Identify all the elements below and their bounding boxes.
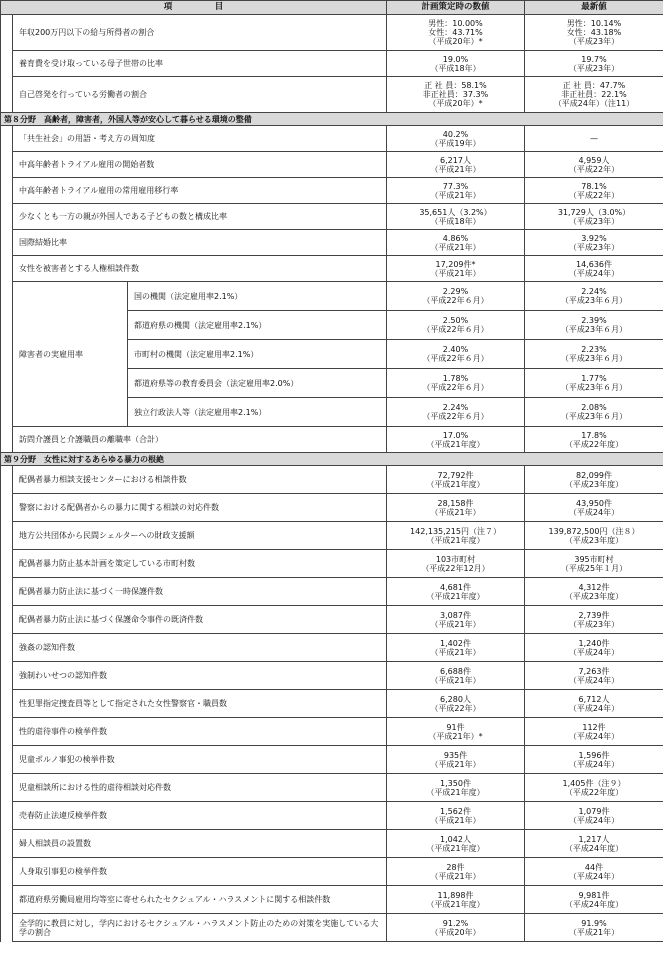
header-plan: 計画策定時の数値 xyxy=(387,1,525,15)
plan-value: 6,688件 （平成21年） xyxy=(387,662,525,690)
latest-value: 2.23% （平成23年６月） xyxy=(525,340,663,369)
latest-value: 14,636件 （平成24年） xyxy=(525,256,663,282)
row-gutter xyxy=(1,634,13,662)
row-gutter xyxy=(1,126,13,152)
item-label: 訪問介護員と介護職員の離職率（合計） xyxy=(13,427,387,453)
item-label: 強制わいせつの認知件数 xyxy=(13,662,387,690)
table-row xyxy=(1,204,663,230)
table-row xyxy=(1,282,663,311)
plan-value: 935件 （平成21年） xyxy=(387,746,525,774)
plan-value: 72,792件 （平成21年度） xyxy=(387,466,525,494)
row-gutter xyxy=(1,886,13,914)
table-row xyxy=(1,256,663,282)
latest-value: 1,079件 （平成24年） xyxy=(525,802,663,830)
row-gutter xyxy=(1,15,13,51)
item-label: 配偶者暴力防止法に基づく保護命令事件の既済件数 xyxy=(13,606,387,634)
item-label: 都道府県労働局雇用均等室に寄せられたセクシュアル・ハラスメントに関する相談件数 xyxy=(13,886,387,914)
plan-value: 91.2% （平成20年） xyxy=(387,914,525,942)
row-gutter xyxy=(1,494,13,522)
item-label: 配偶者暴力防止基本計画を策定している市町村数 xyxy=(13,550,387,578)
table-row xyxy=(1,858,663,886)
plan-value: 3,087件 （平成21年） xyxy=(387,606,525,634)
plan-value: 1.78% （平成22年６月） xyxy=(387,369,525,398)
table-row xyxy=(1,466,663,494)
table-row xyxy=(1,690,663,718)
section-header-row xyxy=(1,113,663,126)
item-label: 国際結婚比率 xyxy=(13,230,387,256)
item-label: 売春防止法違反検挙件数 xyxy=(13,802,387,830)
item-label: 中高年齢者トライアル雇用の開始者数 xyxy=(13,152,387,178)
plan-value: 2.40% （平成22年６月） xyxy=(387,340,525,369)
plan-value: 2.29% （平成22年６月） xyxy=(387,282,525,311)
item-label: 年収200万円以下の給与所得者の割合 xyxy=(13,15,387,51)
table-row xyxy=(1,178,663,204)
table-row xyxy=(1,634,663,662)
plan-value: 91件 （平成21年）* xyxy=(387,718,525,746)
row-gutter xyxy=(1,282,13,427)
latest-value: — xyxy=(525,126,663,152)
table-row xyxy=(1,126,663,152)
latest-value: 19.7% （平成23年） xyxy=(525,51,663,77)
table-row xyxy=(1,152,663,178)
latest-value: 2.08% （平成23年６月） xyxy=(525,398,663,427)
item-label: 警察における配偶者からの暴力に関する相談の対応件数 xyxy=(13,494,387,522)
plan-value: 4.86% （平成21年） xyxy=(387,230,525,256)
item-label: 性犯罪指定捜査員等として指定された女性警察官・職員数 xyxy=(13,690,387,718)
latest-value: 2,739件 （平成23年） xyxy=(525,606,663,634)
table-row xyxy=(1,802,663,830)
item-label: 「共生社会」の用語・考え方の周知度 xyxy=(13,126,387,152)
item-label: 女性を被害者とする人権相談件数 xyxy=(13,256,387,282)
table-row xyxy=(1,494,663,522)
item-label: 少なくとも一方の親が外国人である子どもの数と構成比率 xyxy=(13,204,387,230)
item-label: 配偶者暴力相談支援センターにおける相談件数 xyxy=(13,466,387,494)
sub-item-label: 市町村の機関（法定雇用率2.1%） xyxy=(128,340,387,369)
table-row xyxy=(1,77,663,113)
latest-value: 6,712人 （平成24年） xyxy=(525,690,663,718)
row-gutter xyxy=(1,178,13,204)
plan-value: 1,042人 （平成21年度） xyxy=(387,830,525,858)
latest-value: 1,217人 （平成24年度） xyxy=(525,830,663,858)
latest-value: 17.8% （平成22年度） xyxy=(525,427,663,453)
header-item: 項 目 xyxy=(1,1,387,15)
plan-value: 1,350件 （平成21年度） xyxy=(387,774,525,802)
item-label: 性的虐待事件の検挙件数 xyxy=(13,718,387,746)
plan-value: 19.0% （平成18年） xyxy=(387,51,525,77)
plan-value: 28,158件 （平成21年） xyxy=(387,494,525,522)
section-title: 第８分野 高齢者，障害者，外国人等が安心して暮らせる環境の整備 xyxy=(1,113,663,126)
table-row xyxy=(1,578,663,606)
latest-value: 139,872,500円（注８） （平成23年度） xyxy=(525,522,663,550)
plan-value: 1,402件 （平成21年） xyxy=(387,634,525,662)
item-label: 自己啓発を行っている労働者の割合 xyxy=(13,77,387,113)
plan-value: 2.24% （平成22年６月） xyxy=(387,398,525,427)
row-gutter xyxy=(1,690,13,718)
plan-value: 6,217人 （平成21年） xyxy=(387,152,525,178)
latest-value: 7,263件 （平成24年） xyxy=(525,662,663,690)
header-row xyxy=(1,1,663,15)
latest-value: 1,240件 （平成24年） xyxy=(525,634,663,662)
row-gutter xyxy=(1,858,13,886)
sub-item-label: 都道府県等の教育委員会（法定雇用率2.0%） xyxy=(128,369,387,398)
latest-value: 44件 （平成24年） xyxy=(525,858,663,886)
row-gutter xyxy=(1,746,13,774)
item-label: 配偶者暴力防止法に基づく一時保護件数 xyxy=(13,578,387,606)
latest-value: 4,959人 （平成22年） xyxy=(525,152,663,178)
latest-value: 31,729人（3.0%） （平成23年） xyxy=(525,204,663,230)
table-row xyxy=(1,774,663,802)
table-row xyxy=(1,230,663,256)
row-gutter xyxy=(1,230,13,256)
section-header-row xyxy=(1,453,663,466)
latest-value: 82,099件 （平成23年度） xyxy=(525,466,663,494)
row-gutter xyxy=(1,914,13,942)
table-row xyxy=(1,746,663,774)
latest-value: 9,981件 （平成24年度） xyxy=(525,886,663,914)
latest-value: 395市町村 （平成25年１月） xyxy=(525,550,663,578)
plan-value: 11,898件 （平成21年度） xyxy=(387,886,525,914)
plan-value: 103市町村 （平成22年12月） xyxy=(387,550,525,578)
item-label: 児童ポルノ事犯の検挙件数 xyxy=(13,746,387,774)
latest-value: 4,312件 （平成23年度） xyxy=(525,578,663,606)
plan-value: 1,562件 （平成21年） xyxy=(387,802,525,830)
plan-value: 35,651人（3.2%） （平成18年） xyxy=(387,204,525,230)
latest-value: 43,950件 （平成24年） xyxy=(525,494,663,522)
plan-value: 77.3% （平成21年） xyxy=(387,178,525,204)
row-gutter xyxy=(1,550,13,578)
plan-value: 142,135,215円（注７） （平成21年度） xyxy=(387,522,525,550)
latest-value: 2.24% （平成23年６月） xyxy=(525,282,663,311)
plan-value: 40.2% （平成19年） xyxy=(387,126,525,152)
item-label: 児童相談所における性的虐待相談対応件数 xyxy=(13,774,387,802)
group-label: 障害者の実雇用率 xyxy=(13,282,128,427)
sub-item-label: 都道府県の機関（法定雇用率2.1%） xyxy=(128,311,387,340)
latest-value: 男性：10.14% 女性：43.18% （平成23年） xyxy=(525,15,663,51)
latest-value: 3.92% （平成23年） xyxy=(525,230,663,256)
plan-value: 17.0% （平成21年度） xyxy=(387,427,525,453)
latest-value: 1.77% （平成23年６月） xyxy=(525,369,663,398)
header-latest: 最新値 xyxy=(525,1,663,15)
plan-value: 男性：10.00% 女性：43.71% （平成20年）* xyxy=(387,15,525,51)
row-gutter xyxy=(1,774,13,802)
table-row xyxy=(1,830,663,858)
section-title: 第９分野 女性に対するあらゆる暴力の根絶 xyxy=(1,453,663,466)
table-row xyxy=(1,914,663,942)
item-label: 全学的に教員に対し，学内におけるセクシュアル・ハラスメント防止のための対策を実施している大学の割合 xyxy=(13,914,387,942)
table-row xyxy=(1,51,663,77)
table-row xyxy=(1,427,663,453)
plan-value: 正 社 員：58.1% 非正社員：37.3% （平成20年）* xyxy=(387,77,525,113)
latest-value: 1,596件 （平成24年） xyxy=(525,746,663,774)
row-gutter xyxy=(1,77,13,113)
plan-value: 2.50% （平成22年６月） xyxy=(387,311,525,340)
latest-value: 2.39% （平成23年６月） xyxy=(525,311,663,340)
item-label: 人身取引事犯の検挙件数 xyxy=(13,858,387,886)
sub-item-label: 国の機関（法定雇用率2.1%） xyxy=(128,282,387,311)
row-gutter xyxy=(1,718,13,746)
plan-value: 28件 （平成21年） xyxy=(387,858,525,886)
row-gutter xyxy=(1,466,13,494)
latest-value: 91.9% （平成21年） xyxy=(525,914,663,942)
table-row xyxy=(1,550,663,578)
table-row xyxy=(1,886,663,914)
row-gutter xyxy=(1,578,13,606)
table-row xyxy=(1,15,663,51)
plan-value: 4,681件 （平成21年度） xyxy=(387,578,525,606)
table-row xyxy=(1,662,663,690)
item-label: 地方公共団体から民間シェルターへの財政支援額 xyxy=(13,522,387,550)
row-gutter xyxy=(1,427,13,453)
plan-value: 6,280人 （平成22年） xyxy=(387,690,525,718)
row-gutter xyxy=(1,204,13,230)
table-row xyxy=(1,718,663,746)
row-gutter xyxy=(1,606,13,634)
row-gutter xyxy=(1,51,13,77)
row-gutter xyxy=(1,662,13,690)
item-label: 婦人相談員の設置数 xyxy=(13,830,387,858)
latest-value: 1,405件（注９） （平成22年度） xyxy=(525,774,663,802)
latest-value: 正 社 員：47.7% 非正社員：22.1% （平成24年）（注11） xyxy=(525,77,663,113)
item-label: 中高年齢者トライアル雇用の常用雇用移行率 xyxy=(13,178,387,204)
row-gutter xyxy=(1,522,13,550)
row-gutter xyxy=(1,802,13,830)
sub-item-label: 独立行政法人等（法定雇用率2.1%） xyxy=(128,398,387,427)
item-label: 強姦の認知件数 xyxy=(13,634,387,662)
row-gutter xyxy=(1,256,13,282)
item-label: 養育費を受け取っている母子世帯の比率 xyxy=(13,51,387,77)
row-gutter xyxy=(1,830,13,858)
table-row xyxy=(1,522,663,550)
row-gutter xyxy=(1,152,13,178)
table-row xyxy=(1,606,663,634)
plan-value: 17,209件* （平成21年） xyxy=(387,256,525,282)
latest-value: 78.1% （平成22年） xyxy=(525,178,663,204)
latest-value: 112件 （平成24年） xyxy=(525,718,663,746)
